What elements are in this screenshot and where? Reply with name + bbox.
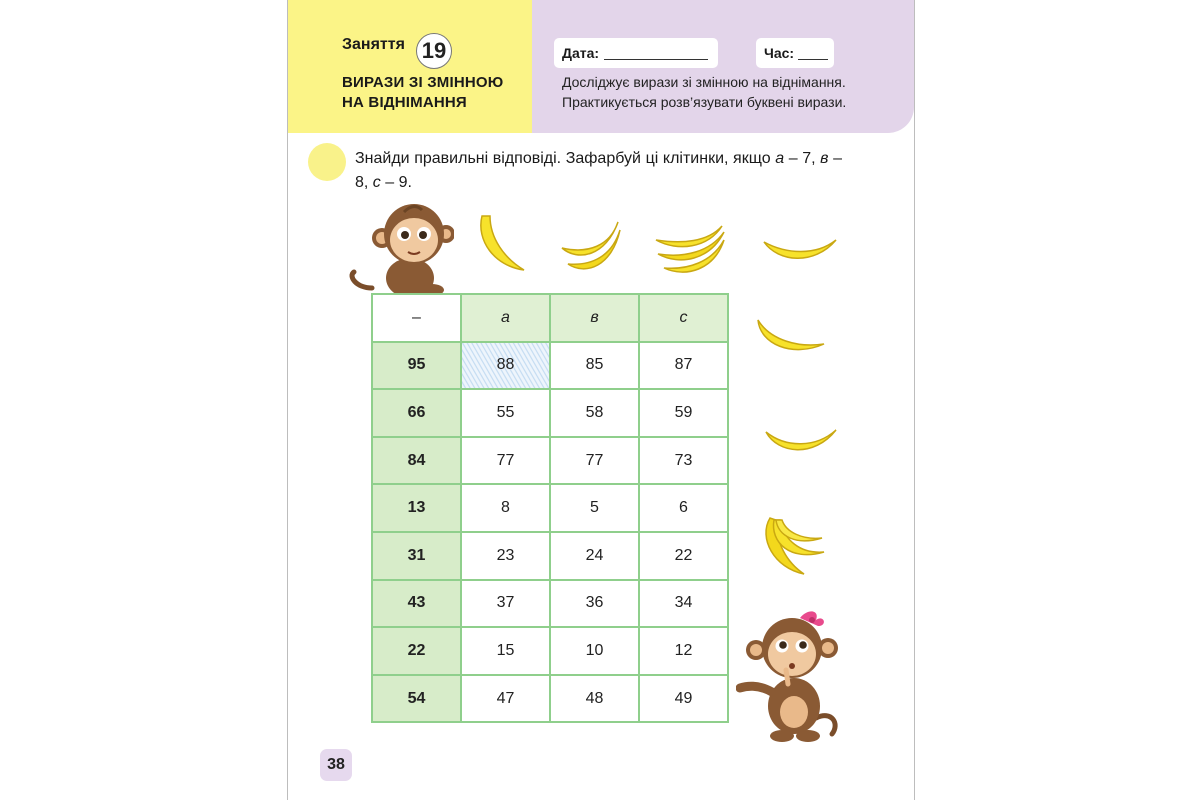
- lesson-description: Досліджує вирази зі змінною на віднімання. Практикується розв’язувати буквені вирази.: [562, 74, 847, 110]
- row-header: 66: [372, 389, 461, 437]
- answer-cell[interactable]: 47: [461, 675, 550, 723]
- task-text: Знайди правильні відповіді. Зафарбуй ці клітинки, якщо: [355, 150, 771, 167]
- banana-icon: [472, 210, 532, 275]
- table-row: [372, 675, 728, 723]
- answer-cell[interactable]: 36: [550, 580, 639, 628]
- answer-cell[interactable]: 23: [461, 532, 550, 580]
- date-label: Дата:: [562, 45, 600, 61]
- lesson-label: Заняття: [342, 36, 405, 53]
- table-corner-operator: –: [372, 294, 461, 342]
- answer-cell[interactable]: 12: [639, 627, 728, 675]
- subtraction-table: [371, 293, 729, 723]
- answer-cell[interactable]: 58: [550, 389, 639, 437]
- time-line: [798, 59, 828, 60]
- var-a: а: [775, 150, 785, 167]
- table-row: [372, 627, 728, 675]
- date-line: [604, 59, 708, 60]
- answer-cell[interactable]: 37: [461, 580, 550, 628]
- var-c: с: [372, 174, 381, 191]
- row-header: 13: [372, 484, 461, 532]
- header-yellow-panel: [288, 0, 532, 133]
- row-header: 43: [372, 580, 461, 628]
- answer-cell[interactable]: 8: [461, 484, 550, 532]
- var-b: в: [820, 150, 829, 167]
- answer-cell[interactable]: 55: [461, 389, 550, 437]
- time-label: Час:: [764, 45, 795, 61]
- row-header: 31: [372, 532, 461, 580]
- time-field[interactable]: [756, 38, 834, 68]
- lesson-topic: ВИРАЗИ ЗІ ЗМІННОЮ НА ВІДНІМАННЯ: [342, 74, 504, 111]
- answer-cell[interactable]: 15: [461, 627, 550, 675]
- banana-icon: [760, 232, 840, 272]
- row-header: 22: [372, 627, 461, 675]
- answer-cell-shaded[interactable]: 88: [461, 342, 550, 390]
- var-a-value: – 7,: [784, 150, 821, 167]
- date-field[interactable]: [554, 38, 718, 68]
- answer-cell[interactable]: 10: [550, 627, 639, 675]
- answer-cell[interactable]: 85: [550, 342, 639, 390]
- table-row: [372, 342, 728, 390]
- banana-icon: [756, 512, 828, 580]
- answer-cell[interactable]: 87: [639, 342, 728, 390]
- banana-icon: [762, 422, 840, 462]
- row-header: 84: [372, 437, 461, 485]
- answer-cell[interactable]: 77: [550, 437, 639, 485]
- page-number: 38: [320, 749, 352, 781]
- answer-cell[interactable]: 6: [639, 484, 728, 532]
- table-row: [372, 437, 728, 485]
- table-row: [372, 532, 728, 580]
- answer-cell[interactable]: 22: [639, 532, 728, 580]
- column-header-a: а: [461, 294, 550, 342]
- banana-icon: [754, 316, 828, 360]
- table-row: [372, 580, 728, 628]
- task-bullet-icon: [308, 143, 346, 181]
- answer-cell[interactable]: 48: [550, 675, 639, 723]
- lesson-number-badge: 19: [416, 33, 452, 69]
- answer-cell[interactable]: 59: [639, 389, 728, 437]
- workbook-page: [287, 0, 915, 800]
- column-header-b: в: [550, 294, 639, 342]
- row-header: 95: [372, 342, 461, 390]
- answer-cell[interactable]: 49: [639, 675, 728, 723]
- answer-cell[interactable]: 24: [550, 532, 639, 580]
- monkey-girl-icon: [736, 600, 846, 746]
- task-instruction: [355, 147, 842, 195]
- column-header-c: с: [639, 294, 728, 342]
- table-row: [372, 389, 728, 437]
- var-c-value: – 9.: [380, 174, 412, 191]
- answer-cell[interactable]: 73: [639, 437, 728, 485]
- monkey-boy-icon: [342, 196, 454, 308]
- answer-cell[interactable]: 77: [461, 437, 550, 485]
- banana-icon: [558, 218, 624, 280]
- answer-cell[interactable]: 34: [639, 580, 728, 628]
- answer-cell[interactable]: 5: [550, 484, 639, 532]
- table-row: [372, 484, 728, 532]
- row-header: 54: [372, 675, 461, 723]
- var-b-value: – 8,: [355, 150, 843, 191]
- banana-icon: [652, 220, 728, 282]
